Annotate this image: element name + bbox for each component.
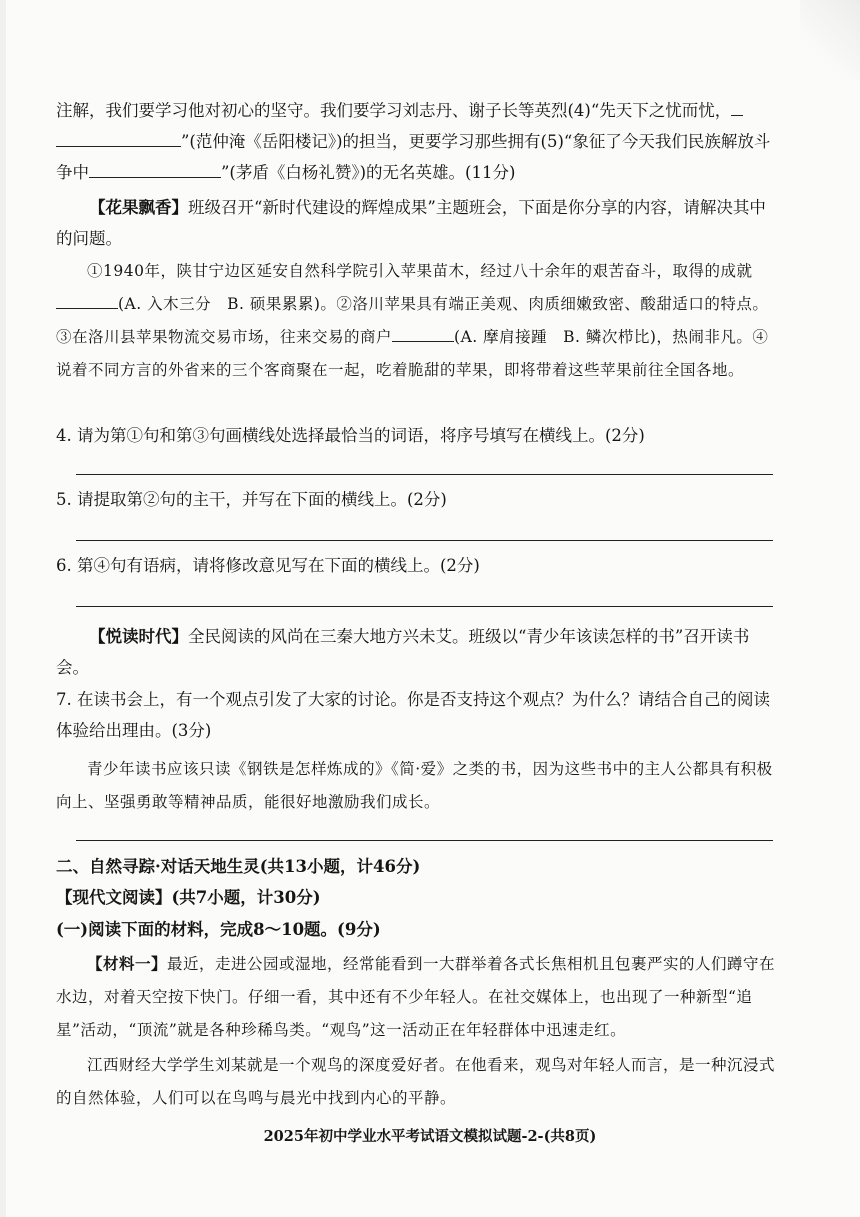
reading-text: 全民阅读的风尚在三秦大地方兴未艾。班级以“青少年该读怎样的书”召开读书会。 [56,627,750,677]
sentence-1-options: (A. 入木三分 B. 硕果累累)。 [118,295,337,313]
q7-quote: 青少年读书应该只读《钢铁是怎样炼成的》《简·爱》之类的书，因为这些书中的主人公都具有积极向上、坚强勇敢等精神品质，能很好地激励我们成长。 [56,760,773,811]
blank-4b[interactable] [56,128,181,147]
paper-corner [800,0,860,80]
sentence-2: ②洛川苹果具有端正美观、肉质细嫩致密、酸甜适口的特点。 [336,295,769,313]
material-1-paragraph [56,947,776,1047]
sentence-3-options: (A. 摩肩接踵 B. 鳞次栉比)，热闹非凡。 [454,328,753,346]
flower-text: 班级召开“新时代建设的辉煌成果”主题班会，下面是你分享的内容，请解决其中的问题。 [56,198,766,248]
blank-sentence-3[interactable] [392,323,454,342]
reading-intro [56,621,776,683]
question-7: 7. 在读书会上，有一个观点引发了大家的讨论。你是否支持这个观点？为什么？请结合自己的阅读体验给出理由。(3分) [56,690,770,740]
answer-line-q4[interactable] [76,474,773,475]
material-1-text: 最近，走进公园或湿地，经常能看到一大群举着各式长焦相机且包裹严实的人们蹲守在水边，对着天空按下快门。仔细一看，其中还有不少年轻人。在社交媒体上，也出现了一种新型“追星”活动，“顶流”就是各种珍稀鸟类。“观鸟”这一活动正在年轻群体中迅速走红。 [56,955,776,1039]
material-1-tag: 【材料一】 [87,954,168,973]
question-4: 4. 请为第①句和第③句画横线处选择最恰当的词语，将序号填写在横线上。(2分) [56,426,645,445]
intro-text-a: 注解，我们要学习他对初心的坚守。我们要学习刘志丹、谢子长等英烈(4)“先天下之忧而忧， [56,101,732,120]
answer-line-q6[interactable] [76,606,773,607]
answer-line-q7[interactable] [76,840,773,841]
question-6: 6. 第④句有语病，请将修改意见写在下面的横线上。(2分) [56,556,480,575]
reading-tag: 【悦读时代】 [89,627,188,646]
blank-sentence-1[interactable] [56,290,118,309]
intro-text-c: ”(茅盾《白杨礼赞》)的无名英雄。(11分) [221,163,516,182]
flower-tag: 【花果飘香】 [89,198,188,217]
sentence-1: ①1940年，陕甘宁边区延安自然科学院引入苹果苗木，经过八十余年的艰苦奋斗，取得的成就 [87,262,753,280]
sentence-3: ③在洛川县苹果物流交易市场，往来交易的商户 [56,328,393,346]
answer-line-q5[interactable] [76,540,773,541]
blank-5[interactable] [89,159,221,178]
intro-paragraph [56,95,776,188]
modern-reading-heading: 【现代文阅读】(共7小题，计30分) [56,888,321,907]
apple-passage [56,255,776,387]
page-footer: 2025年初中学业水平考试语文模拟试题-2-(共8页) [263,1128,597,1145]
part-1-heading: (一)阅读下面的材料，完成8～10题。(9分) [56,920,381,939]
sentence-4: ④说着不同方言的外省来的三个客商聚在一起，吃着脆甜的苹果，即将带着这些苹果前往全国各地。 [56,328,769,379]
section-2-heading: 二、自然寻踪·对话天地生灵(共13小题，计46分) [56,857,421,876]
flower-intro [56,192,776,254]
blank-4a[interactable] [731,97,743,116]
scan-edge [0,0,6,1217]
material-1-paragraph-2: 江西财经大学学生刘某就是一个观鸟的深度爱好者。在他看来，观鸟对年轻人而言，是一种沉浸式的自然体验，人们可以在鸟鸣与晨光中找到内心的平静。 [56,1056,776,1107]
intro-text-b: ”(范仲淹《岳阳楼记》)的担当，更要学习那些拥有(5)“象征了今天我们民族解放斗争中 [56,132,771,182]
question-5: 5. 请提取第②句的主干，并写在下面的横线上。(2分) [56,490,447,509]
